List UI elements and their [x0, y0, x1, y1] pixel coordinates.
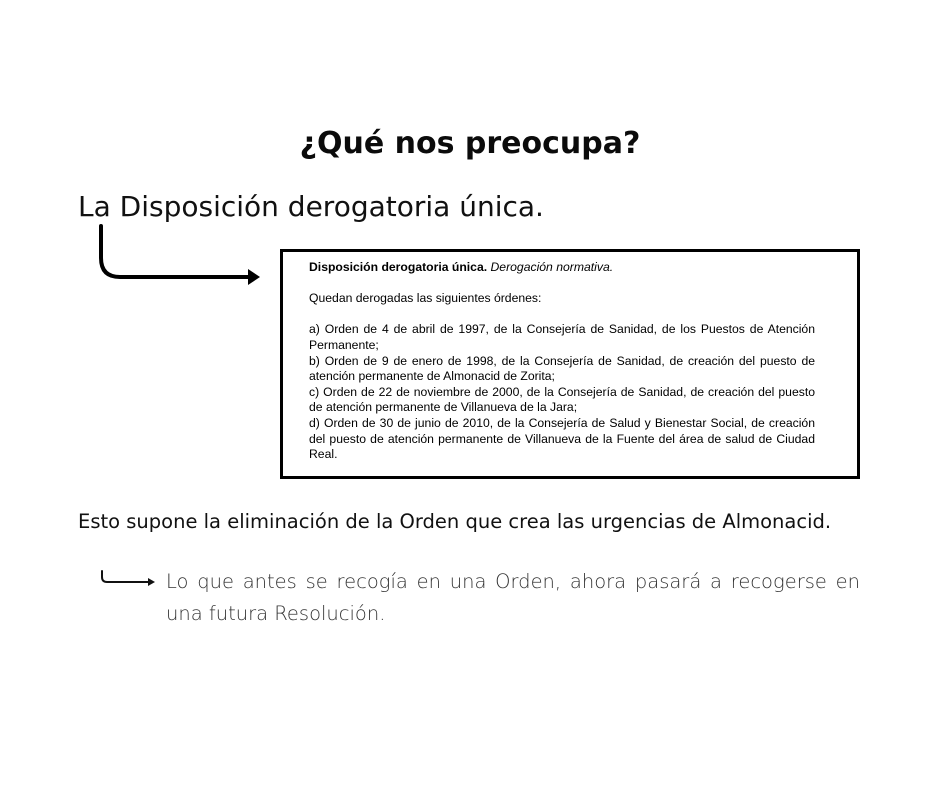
document-list-item: b) Orden de 9 de enero de 1998, de la Consejería de Sanidad, de creación del puesto de atención permanente de Almonacid de Zorita;	[309, 353, 815, 384]
document-list-item: a) Orden de 4 de abril de 1997, de la Consejería de Sanidad, de los Puestos de Atención Permanente;	[309, 322, 815, 352]
document-list-item: c) Orden de 22 de noviembre de 2000, de la Consejería de Sanidad, de creación del puesto de atención permanente de Villanueva de la Jara;	[309, 384, 815, 415]
page-title: ¿Qué nos preocupa?	[299, 126, 641, 161]
note-text: Lo que antes se recogía en una Orden, ahora pasará a recogerse en una futura Resolución.	[166, 570, 860, 625]
document-heading-bold: Disposición derogatoria única.	[309, 260, 488, 274]
document-intro: Quedan derogadas las siguientes órdenes:	[309, 291, 542, 306]
document-heading-italic: Derogación normativa.	[490, 260, 614, 274]
curved-arrow-right-icon	[92, 224, 267, 288]
document-excerpt-box	[280, 249, 860, 479]
statement-text: Esto supone la eliminación de la Orden que crea las urgencias de Almonacid.	[78, 510, 832, 533]
document-list-item: d) Orden de 30 de junio de 2010, de la Consejería de Salud y Bienestar Social, de creación del puesto de atención permanente de Villanueva de la Fuente del área de salud de Ciudad Real.	[309, 415, 815, 462]
curved-arrow-right-icon	[98, 570, 160, 590]
document-heading	[309, 260, 815, 276]
document-excerpt	[309, 260, 815, 463]
document-list	[309, 322, 815, 462]
section-subtitle: La Disposición derogatoria única.	[78, 190, 544, 223]
